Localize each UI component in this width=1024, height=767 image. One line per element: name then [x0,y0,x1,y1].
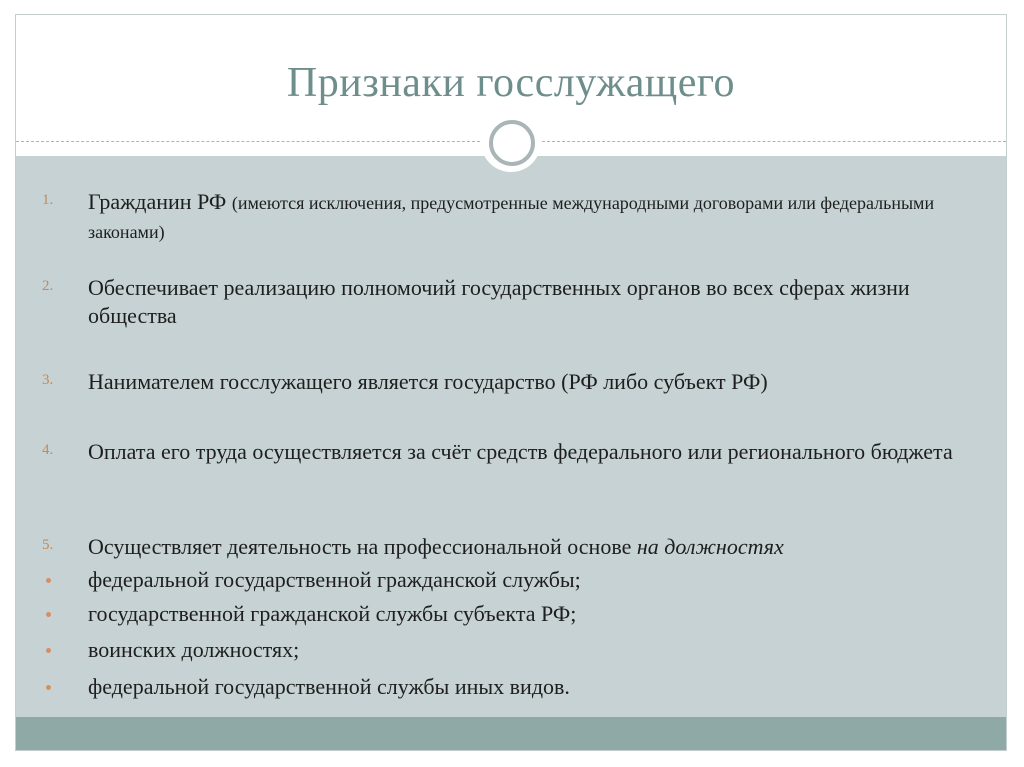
list-marker: 5. [42,537,54,553]
list-marker: 1. [42,192,54,208]
list-item-text [88,533,988,561]
bullet-dot-icon [46,685,51,690]
decorative-ring [481,112,541,172]
bullet-item-text: федеральной государственной гражданской службы; [88,567,581,592]
list-item-text [88,188,988,246]
bullet-dot-icon [46,648,51,653]
list-item-text: Обеспечивает реализацию полномочий государственных органов во всех сферах жизни общества [88,275,910,328]
bullet-item-text: федеральной государственной службы иных видов. [88,674,570,699]
footer-band [16,717,1006,750]
list-marker: 4. [42,442,54,458]
ring-icon [489,120,535,166]
content-area [16,156,1006,717]
list-item-lead: Гражданин РФ [88,189,232,214]
list-item-note: (имеются исключения, предусмотренные международными договорами или федеральными законами) [88,193,935,242]
list-item-emphasis: на должностях [636,534,784,559]
slide [15,14,1007,751]
list-item-body: Осуществляет деятельность на профессиональной основе [88,534,637,559]
list-marker: 3. [42,372,54,388]
bullet-item-text: государственной гражданской службы субъекта РФ; [88,601,577,626]
bullet-dot-icon [46,578,51,583]
list-item-text: Нанимателем госслужащего является государство (РФ либо субъект РФ) [88,369,768,394]
list-item-text: Оплата его труда осуществляется за счёт средств федерального или регионального бюджета [88,439,953,464]
bullet-dot-icon [46,612,51,617]
list-marker: 2. [42,278,54,294]
bullet-item-text: воинских должностях; [88,637,300,662]
slide-title: Признаки госслужащего [286,60,736,106]
